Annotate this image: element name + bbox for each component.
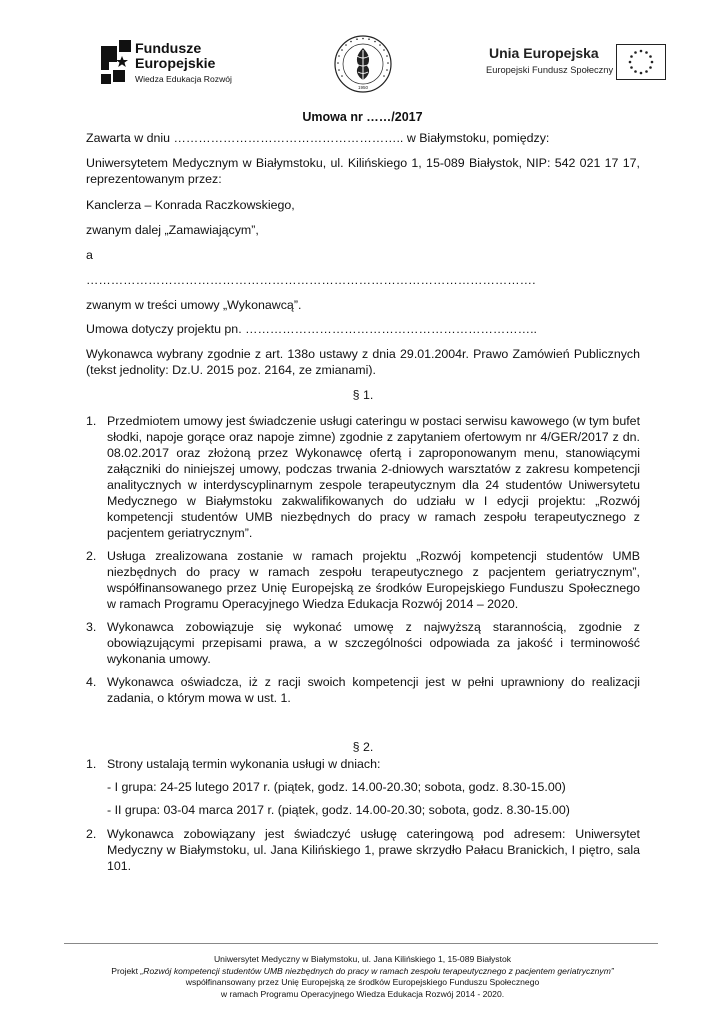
footer-line3: współfinansowany przez Unię Europejską ze środków Europejskiego Funduszu Społecznego <box>185 977 540 988</box>
document-page: Fundusze Europejskie Wiedza Edukacja Rozwój 1950 Unia Europejska Europejski Fundusz Społeczny Umowa nr ……/2017 Zawarta w dniu ……………………………………………….. w Białymstoku, pomiędzy: Uniwersytetem Medycznym w Białymstoku, ul. Kilińskiego 1, 15-089 Białystok, NIP: 542 021 17 17, reprezentowanym przez: Kanclerza – Konrada Raczkowskiego, zwanym dalej „Zamawiającym”, a ………………………………………………………………………………………………. zwanym w treści umowy „Wykonawcą”. Umowa dotyczy projektu pn. …………………………………………………………….. Wykonawca wybrany zgodnie z art. 138o ustawy z dnia 29.01.2004r. Prawo Zamówień Publicznych (tekst jednolity: Dz.U. 2015 poz. 2164, ze zmianami). § 1. 1. Przedmiotem umowy jest świadczenie usługi cateringu w postaci serwisu kawowego (w tym bufet słodki, napoje gorące oraz napoje zimne) zgodnie z zapytaniem ofertowym nr 4/GER/2017 z dn. 08.02.2017 oraz złożoną przez Wykonawcę ofertą i zaproponowanym menu, stanowiącymi załączniki do niniejszej umowy, podczas trwania 2-dniowych warsztatów z zakresu kompetencji analitycznych w interdyscyplinarnym zespole terapeutycznym dla 24 studentów Uniwersytetu Medycznego w Białymstoku zakwalifikowanych do udziału w I edycji projektu: „Rozwój kompetencji studentów UMB niezbędnych do pracy w ramach zespołu terapeutycznego z pacjentem geriatrycznym”. 2. Usługa zrealizowana zostanie w ramach projektu „Rozwój kompetencji studentów UMB niezbędnych do pracy w ramach zespołu terapeutycznego z pacjentem geriatrycznym”, współfinansowanego przez Unię Europejską ze środków Europejskiego Funduszu Społecznego w ramach Programu Operacyjnego Wiedza Edukacja Rozwój 2014 – 2020. 3. Wykonawca zobowiązuje się wykonać umowę z najwyższą starannością, zgodnie z obowiązującymi przepisami prawa, a w szczególności odpowiada za jakość i terminowość wykonania umowy. 4. Wykonawca oświadcza, iż z racji swoich kompetencji jest w pełni uprawniony do realizacji zadania, o którym mowa w ust. 1. § 2. 1. Strony ustalają termin wykonania usługi w dniach: - I grupa: 24-25 lutego 2017 r. (piątek, godz. 14.00-20.30; sobota, godz. 8.30-15.00) - II grupa: 03-04 marca 2017 r. (piątek, godz. 14.00-20.30; sobota, godz. 8.30-15.00) 2. Wykonawca zobowiązany jest świadczyć usługę cateringową pod adresem: Uniwersytet Medyczny w Białymstoku, ul. Jana Kilińskiego 1, prawe skrzydło Pałacu Branickich, I piętro, sala 101. Uniwersytet Medyczny w Białymstoku, ul. Jana Kilińskiego 1, 15-089 Białystok Projekt „Rozwój kompetencji studentów UMB niezbędnych do pracy w ramach zespołu terapeutycznego z pacjentem geriatrycznym” współfinansowany przez Unię Europejską ze środków Europejskiego Funduszu Społecznego w ramach Programu Operacyjnego Wiedza Edukacja Rozwój 2014 - 2020. <box>0 0 725 1024</box>
section2-group2: - II grupa: 03-04 marca 2017 r. (piątek, godz. 14.00-20.30; sobota, godz. 8.30-15.00) <box>107 803 570 817</box>
intro-wykonawca: zwanym w treści umowy „Wykonawcą”. <box>86 298 302 312</box>
list-item: 1. Przedmiotem umowy jest świadczenie usługi cateringu w postaci serwisu kawowego (w tym bufet słodki, napoje gorące oraz napoje zimne) zgodnie z zapytaniem ofertowym nr 4/GER/2017 z dn. 08.02.2017 oraz złożoną przez Wykonawcę ofertą i zaproponowanym menu, stanowiącymi załączniki do niniejszej umowy, podczas trwania 2-dniowych warsztatów z zakresu kompetencji analitycznych w interdyscyplinarnym zespole terapeutycznym dla 24 studentów Uniwersytetu Medycznego w Białymstoku zakwalifikowanych do udziału w I edycji projektu: „Rozwój kompetencji studentów UMB niezbędnych do pracy w ramach zespołu terapeutycznego z pacjentem geriatrycznym”. <box>86 414 641 540</box>
footer-line4: w ramach Programu Operacyjnego Wiedza Edukacja Rozwój 2014 - 2020. <box>220 988 505 999</box>
ue-logo-line1: Unia Europejska <box>489 45 599 61</box>
intro-project: Umowa dotyczy projektu pn. …………………………………………………………….. <box>86 322 537 336</box>
list-item: 3. Wykonawca zobowiązuje się wykonać umowę z najwyższą starannością, zgodnie z obowiązującymi przepisami prawa, a w szczególności odpowiada za jakość i terminowość wykonania umowy. <box>86 620 640 666</box>
umb-seal-icon <box>333 34 393 94</box>
umb-seal-year: 1950 <box>357 85 369 90</box>
list-item: 4. Wykonawca oświadcza, iż z racji swoich kompetencji jest w pełni uprawniony do realizacji zadania, o którym mowa w ust. 1. <box>86 675 640 705</box>
list-item: 2. Wykonawca zobowiązany jest świadczyć usługę cateringową pod adresem: Uniwersytet Medyczny w Białymstoku, ul. Jana Kilińskiego 1, prawe skrzydło Pałacu Branickich, I piętro, sala 101. <box>86 827 640 873</box>
intro-date-line: Zawarta w dniu ……………………………………………….. w Białymstoku, pomiędzy: <box>86 131 550 145</box>
footer-divider <box>64 943 658 944</box>
footer <box>0 954 725 1000</box>
intro-a: a <box>86 248 93 262</box>
section1-list <box>86 413 640 713</box>
fundusze-europejskie-logo <box>97 40 247 88</box>
intro-contractor-blank: ………………………………………………………………………………………………. <box>86 273 536 287</box>
section2-heading: § 2. <box>352 740 374 754</box>
section1-heading: § 1. <box>352 388 374 402</box>
ue-logo-line2: Europejski Fundusz Społeczny <box>486 65 614 75</box>
section2-group1: - I grupa: 24-25 lutego 2017 r. (piątek, godz. 14.00-20.30; sobota, godz. 8.30-15.00) <box>107 780 566 794</box>
intro-represented-by: Kanclerza – Konrada Raczkowskiego, <box>86 198 295 212</box>
footer-line2: Projekt „Rozwój kompetencji studentów UMB niezbędnych do pracy w ramach zespołu terapeutycznego z pacjentem geriatrycznym” <box>111 965 614 976</box>
list-item: 2. Usługa zrealizowana zostanie w ramach projektu „Rozwój kompetencji studentów UMB niezbędnych do pracy w ramach zespołu terapeutycznego z pacjentem geriatrycznym”, współfinansowanego przez Unię Europejską ze środków Europejskiego Funduszu Społecznego w ramach Programu Operacyjnego Wiedza Edukacja Rozwój 2014 – 2020. <box>86 549 640 611</box>
fe-logo-line1: Fundusze <box>135 41 202 57</box>
eu-flag-icon <box>616 44 666 80</box>
fundusze-europejskie-mark-icon <box>97 40 131 86</box>
intro-party1: Uniwersytetem Medycznym w Białymstoku, ul. Kilińskiego 1, 15-089 Białystok, NIP: 542 021 17 17, reprezentowanym przez: <box>86 156 640 186</box>
contract-title: Umowa nr ……/2017 <box>302 110 423 124</box>
unia-europejska-logo <box>486 44 666 84</box>
fe-logo-line2: Europejskie <box>135 56 216 72</box>
intro-legal-basis: Wykonawca wybrany zgodnie z art. 138o ustawy z dnia 29.01.2004r. Prawo Zamówień Publicznych (tekst jednolity: Dz.U. 2015 poz. 2164, ze zmianami). <box>86 347 640 377</box>
footer-line1: Uniwersytet Medyczny w Białymstoku, ul. Jana Kilińskiego 1, 15-089 Białystok <box>213 954 512 964</box>
section2-list <box>86 826 640 881</box>
intro-zamawiajacy: zwanym dalej „Zamawiającym”, <box>86 223 259 237</box>
fe-logo-line3: Wiedza Edukacja Rozwój <box>135 74 232 84</box>
